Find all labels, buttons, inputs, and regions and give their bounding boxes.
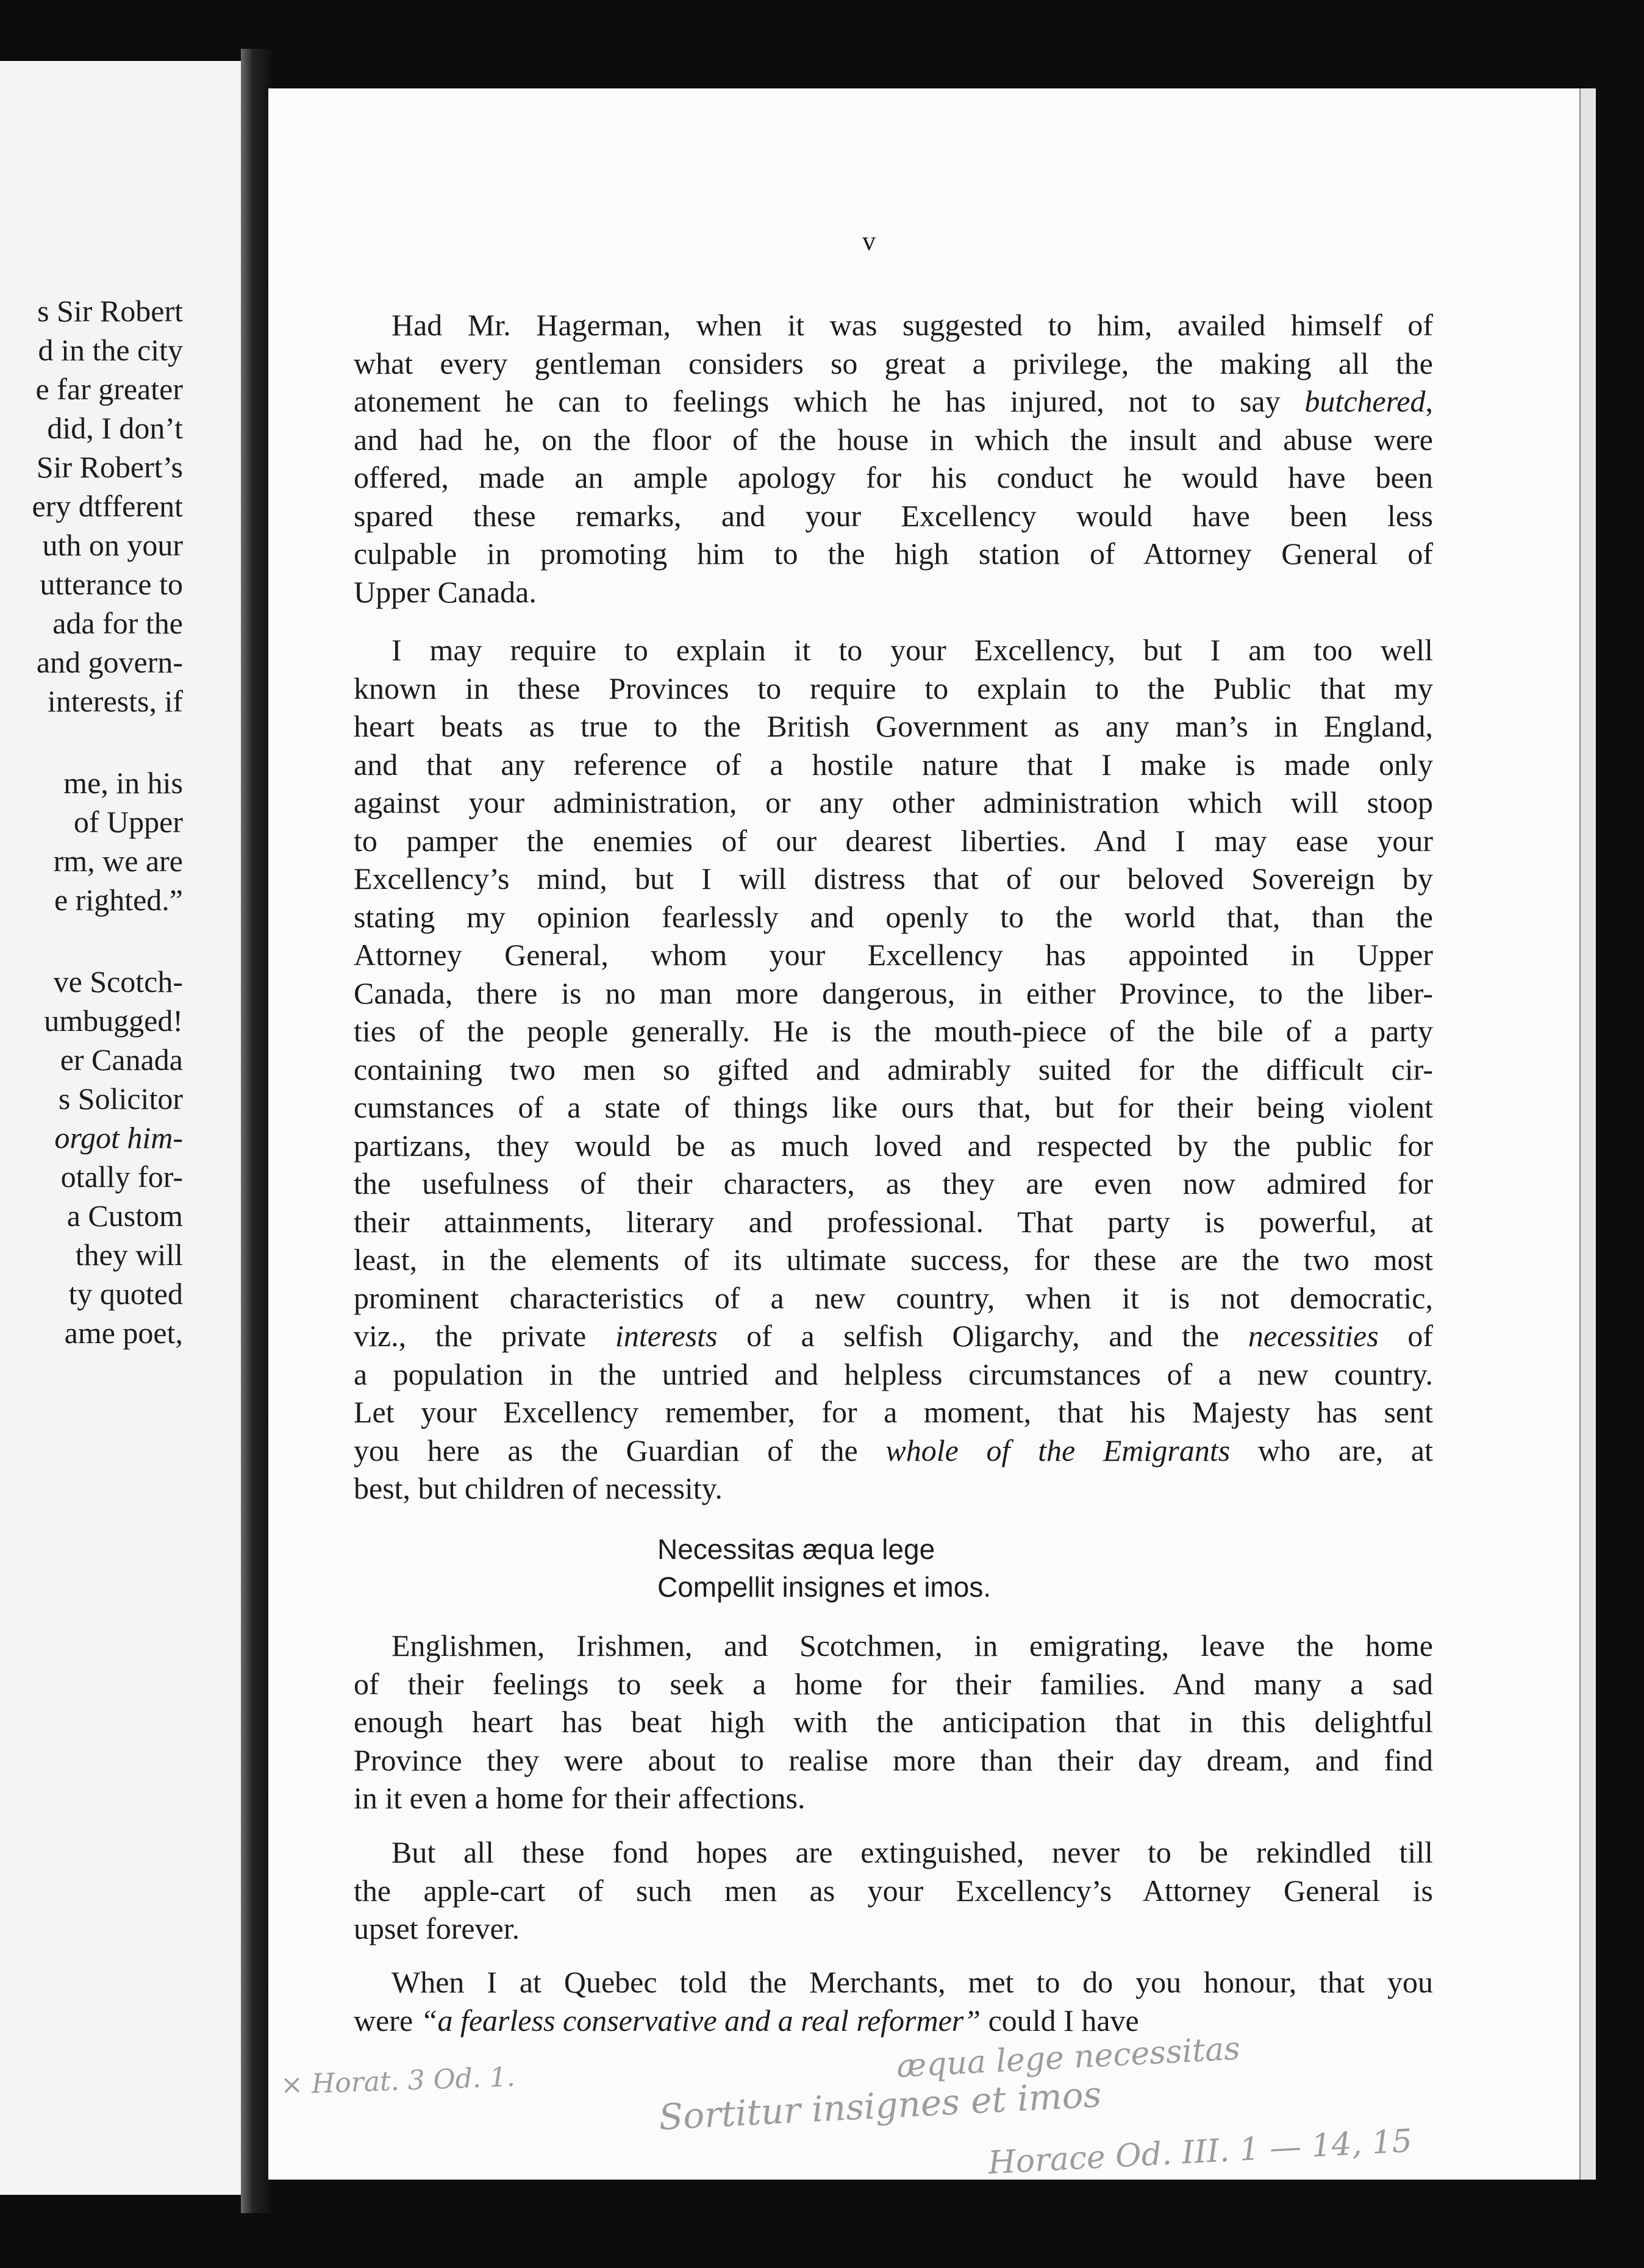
left-line: interests, if — [47, 684, 183, 718]
left-line: of Upper — [73, 805, 183, 839]
pencil-note: × Horat. 3 Od. 1. — [280, 2061, 516, 2101]
page-number: v — [862, 226, 876, 256]
pencil-note: Horace Od. III. 1 — 14, 15 — [987, 2122, 1413, 2182]
text-line: heart beats as true to the British Government as any man’s in England, — [354, 709, 1433, 743]
quote-line: Necessitas æqua lege — [657, 1533, 935, 1565]
text-line: to pamper the enemies of our dearest liberties. And I may ease your — [354, 823, 1433, 858]
pencil-note: æqua lege necessitas — [895, 2030, 1242, 2085]
text-line: I may require to explain it to your Excellency, but I am too well — [391, 633, 1433, 667]
text-line: Attorney General, whom your Excellency has appointed in Upper — [354, 938, 1433, 972]
left-line: they will — [75, 1238, 183, 1272]
left-line: uth on your — [42, 528, 183, 562]
left-line: ada for the — [52, 606, 183, 640]
text-line: ties of the people generally. He is the mouth-piece of the bile of a party — [354, 1014, 1433, 1048]
left-line: s Sir Robert — [37, 294, 183, 328]
text-line: and that any reference of a hostile nature that I make is made only — [354, 747, 1433, 782]
page-edge — [1579, 88, 1596, 2180]
paragraph — [354, 1963, 1433, 2039]
left-line: er Canada — [60, 1043, 183, 1077]
left-line: umbugged! — [44, 1004, 183, 1038]
left-line: ty quoted — [68, 1277, 183, 1311]
left-line: ame poet, — [64, 1316, 183, 1350]
text-line: known in these Provinces to require to explain to the Public that my — [354, 671, 1433, 705]
text-line: partizans, they would be as much loved and respected by the public for — [354, 1128, 1433, 1163]
left-line: Sir Robert’s — [36, 450, 183, 484]
text-line: Excellency’s mind, but I will distress that of our beloved Sovereign by — [354, 861, 1433, 896]
text-line: enough heart has beat high with the anticipation that in this delightful — [354, 1705, 1433, 1739]
pencil-note: Sortitur insignes et imos — [657, 2074, 1103, 2138]
text-line: in it even a home for their affections. — [354, 1781, 806, 1815]
text-line: Canada, there is no man more dangerous, in either Province, to the liber- — [354, 975, 1433, 1010]
text-line: least, in the elements of its ultimate success, for these are the two most — [354, 1243, 1433, 1277]
text-line: you here as the Guardian of the whole of the Emigrants who are, at — [354, 1433, 1433, 1467]
text-line: the apple-cart of such men as your Excellency’s Attorney General is — [354, 1873, 1433, 1908]
text-line: But all these fond hopes are extinguished, never to be rekindled till — [391, 1835, 1433, 1869]
book-gutter — [241, 49, 271, 2213]
text-line: atonement he can to feelings which he has injured, not to say butchered, — [354, 384, 1433, 418]
left-line: and govern- — [36, 645, 183, 679]
text-line: Englishmen, Irishmen, and Scotchmen, in emigrating, leave the home — [391, 1628, 1433, 1663]
left-line: rm, we are — [53, 844, 183, 878]
text-line: cumstances of a state of things like ours that, but for their being violent — [354, 1090, 1433, 1124]
left-line: orgot him- — [54, 1121, 183, 1155]
quote-line: Compellit insignes et imos. — [657, 1571, 992, 1603]
left-line: a Custom — [66, 1199, 183, 1233]
text-line: Province they were about to realise more than their day dream, and find — [354, 1742, 1433, 1777]
text-line: viz., the private interests of a selfish Oligarchy, and the necessities of — [354, 1319, 1433, 1353]
text-line: of their feelings to seek a home for their families. And many a sad — [354, 1666, 1433, 1701]
text-line: their attainments, literary and professional. That party is powerful, at — [354, 1204, 1433, 1239]
paragraph — [354, 631, 1433, 1508]
text-line: culpable in promoting him to the high station of Attorney General of — [354, 537, 1433, 571]
text-line: stating my opinion fearlessly and openly to the world that, than the — [354, 899, 1433, 934]
left-page-text — [0, 291, 183, 1352]
left-line: e far greater — [35, 372, 183, 406]
paragraph — [354, 306, 1433, 611]
text-line: against your administration, or any other administration which will stoop — [354, 785, 1433, 819]
left-line: did, I don’t — [47, 411, 183, 445]
text-line: the usefulness of their characters, as they are even now admired for — [354, 1166, 1433, 1200]
text-line: upset forever. — [354, 1911, 520, 1945]
text-line: a population in the untried and helpless circumstances of a new country. — [354, 1357, 1433, 1391]
left-line: d in the city — [38, 333, 183, 367]
text-line: best, but children of necessity. — [354, 1471, 723, 1505]
left-line: me, in his — [63, 766, 183, 800]
left-line: ve Scotch- — [53, 965, 183, 999]
left-line: e righted.” — [54, 883, 183, 917]
left-spacer — [0, 919, 183, 962]
text-line: Had Mr. Hagerman, when it was suggested to him, availed himself of — [391, 308, 1433, 342]
left-line: otally for- — [60, 1160, 183, 1194]
text-line: Let your Excellency remember, for a moment, that his Majesty has sent — [354, 1395, 1433, 1429]
text-line: spared these remarks, and your Excellency would have been less — [354, 498, 1433, 533]
left-line: utterance to — [40, 567, 183, 601]
text-line: what every gentleman considers so great a privilege, the making all the — [354, 346, 1433, 380]
paragraph — [354, 1833, 1433, 1948]
text-line: Upper Canada. — [354, 574, 537, 609]
text-line: prominent characteristics of a new country, when it is not democratic, — [354, 1280, 1433, 1315]
text-line: were “a fearless conservative and a real reformer” could I have — [354, 2003, 1139, 2038]
left-line: s Solicitor — [58, 1082, 183, 1116]
latin-quotation — [657, 1530, 991, 1606]
left-spacer — [0, 721, 183, 763]
text-line: and had he, on the floor of the house in which the insult and abuse were — [354, 422, 1433, 457]
text-line: offered, made an ample apology for his conduct he would have been — [354, 460, 1433, 494]
left-line: ery dtfferent — [32, 489, 183, 523]
text-line: When I at Quebec told the Merchants, met to do you honour, that you — [391, 1965, 1433, 1999]
paragraph — [354, 1627, 1433, 1817]
text-line: containing two men so gifted and admirably suited for the difficult cir- — [354, 1052, 1433, 1086]
